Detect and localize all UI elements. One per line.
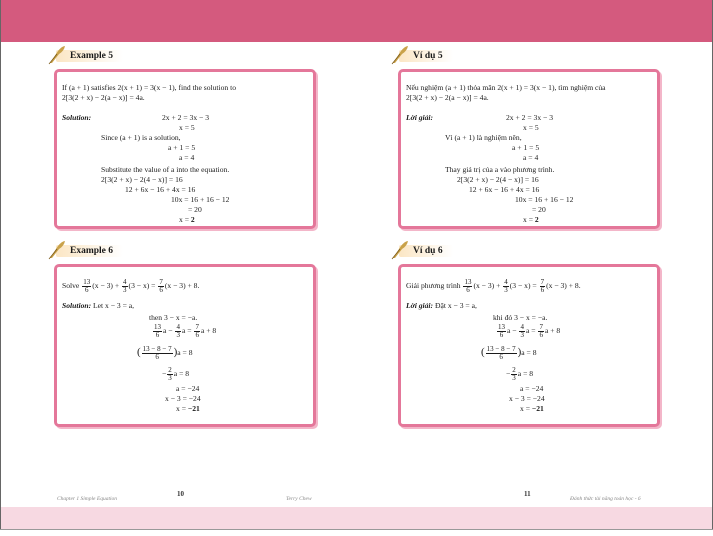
vi-du-6-title: Ví dụ 6 bbox=[413, 246, 443, 256]
example-5-box bbox=[54, 69, 316, 229]
vi-du-6-heading bbox=[399, 243, 453, 259]
step-6: Substitute the value of a into the equation. bbox=[101, 165, 230, 174]
example-6-title: Example 6 bbox=[70, 246, 114, 256]
top-banner bbox=[0, 0, 713, 42]
quill-icon bbox=[48, 240, 66, 260]
ex6-line-6: x = −21 bbox=[520, 404, 544, 413]
vi-du-6-box bbox=[398, 264, 660, 427]
quill-icon bbox=[391, 45, 409, 65]
step-8: 12 + 6x − 16 + 4x = 16 bbox=[469, 185, 540, 194]
step-6: Thay giá trị của a vào phương trình. bbox=[445, 165, 555, 174]
ex6-line-5: x − 3 = −24 bbox=[509, 394, 545, 403]
ex6-line-4: a = −24 bbox=[520, 384, 544, 393]
step-4: a + 1 = 5 bbox=[512, 143, 540, 152]
solution-label: Lời giải: bbox=[406, 113, 434, 122]
problem-line-1: If (a + 1) satisfies 2(x + 1) = 3(x − 1), find the solution to bbox=[62, 83, 237, 92]
footer-book-title: Đánh thức tài năng toán học - 6 bbox=[570, 496, 641, 502]
ex6-line-1: $\frac{13}{6}$ a − $\frac{4}{3}$ a = $\frac{7}{6}$ a + 8 bbox=[154, 322, 217, 339]
vi-du-5-title: Ví dụ 5 bbox=[413, 51, 443, 61]
page-number-right: 11 bbox=[524, 490, 531, 498]
ex6-problem: Giải phương trình $\frac{13}{6}$ (x − 3) + $\frac{4}{3}$ (3 − x) = $\frac{7}{6}$ (x − 3) + 8. bbox=[406, 277, 581, 294]
solution-label: Solution: bbox=[62, 113, 92, 122]
step-5: a = 4 bbox=[523, 153, 539, 162]
step-3: Vì (a + 1) là nghiệm nên, bbox=[445, 133, 522, 142]
page-number-left: 10 bbox=[177, 490, 184, 498]
step-10: = 20 bbox=[188, 205, 202, 214]
example-5-title: Example 5 bbox=[70, 51, 114, 61]
bottom-banner bbox=[0, 507, 713, 529]
ex6-then: then 3 − x = −a. bbox=[149, 313, 198, 322]
ex6-problem: Solve $\frac{13}{6}$ (x − 3) + $\frac{4}{3}$ (3 − x) = $\frac{7}{6}$ (x − 3) + 8. bbox=[62, 277, 200, 294]
step-7: 2[3(2 + x) − 2(4 − x)] = 16 bbox=[457, 175, 539, 184]
problem-line-2: 2[3(2 + x) − 2(a − x)] = 4a. bbox=[406, 93, 489, 102]
step-7: 2[3(2 + x) − 2(4 − x)] = 16 bbox=[101, 175, 183, 184]
step-5: a = 4 bbox=[179, 153, 195, 162]
ex6-solution: Lời giải: Đặt x − 3 = a, bbox=[406, 301, 477, 310]
ex6-line-1: $\frac{13}{6}$ a − $\frac{4}{3}$ a = $\frac{7}{6}$ a + 8 bbox=[498, 322, 561, 339]
ex6-line-3: − $\frac{2}{3}$ a = 8 bbox=[506, 365, 534, 382]
ex6-line-2: ( $\frac{13 - 8 - 7}{6}$ )a = 8 bbox=[137, 344, 193, 361]
step-8: 12 + 6x − 16 + 4x = 16 bbox=[125, 185, 196, 194]
step-1: 2x + 2 = 3x − 3 bbox=[162, 113, 210, 122]
step-3: Since (a + 1) is a solution, bbox=[101, 133, 181, 142]
step-9: 10x = 16 + 16 − 12 bbox=[171, 195, 230, 204]
example-6-heading bbox=[56, 243, 123, 259]
vi-du-5-heading bbox=[399, 48, 453, 64]
footer-chapter: Chapter 1 Simple Equation bbox=[57, 496, 118, 502]
quill-icon bbox=[391, 240, 409, 260]
step-1: 2x + 2 = 3x − 3 bbox=[506, 113, 554, 122]
step-9: 10x = 16 + 16 − 12 bbox=[515, 195, 574, 204]
problem-line-1: Nếu nghiệm (a + 1) thỏa mãn 2(x + 1) = 3(x − 1), tìm nghiệm của bbox=[406, 83, 606, 92]
step-11: x = 2 bbox=[179, 215, 195, 224]
ex6-line-4: a = −24 bbox=[176, 384, 200, 393]
ex6-line-3: − $\frac{2}{3}$ a = 8 bbox=[162, 365, 190, 382]
quill-icon bbox=[48, 45, 66, 65]
page-edge-bottom bbox=[0, 529, 713, 536]
example-5-heading bbox=[56, 48, 123, 64]
ex6-line-2: ( $\frac{13 - 8 - 7}{6}$ )a = 8 bbox=[481, 344, 537, 361]
vi-du-5-box bbox=[398, 69, 660, 229]
step-10: = 20 bbox=[532, 205, 546, 214]
step-11: x = 2 bbox=[523, 215, 539, 224]
example-6-box bbox=[54, 264, 316, 427]
ex6-solution: Solution: Let x − 3 = a, bbox=[62, 301, 135, 310]
page-edge-left bbox=[0, 0, 1, 536]
problem-line-2: 2[3(2 + x) − 2(a − x)] = 4a. bbox=[62, 93, 145, 102]
step-2: x = 5 bbox=[179, 123, 195, 132]
step-4: a + 1 = 5 bbox=[168, 143, 196, 152]
step-2: x = 5 bbox=[523, 123, 539, 132]
ex6-line-5: x − 3 = −24 bbox=[165, 394, 201, 403]
footer-author: Terry Chew bbox=[286, 496, 312, 502]
ex6-then: khi đó 3 − x = −a. bbox=[493, 313, 548, 322]
ex6-line-6: x = −21 bbox=[176, 404, 200, 413]
